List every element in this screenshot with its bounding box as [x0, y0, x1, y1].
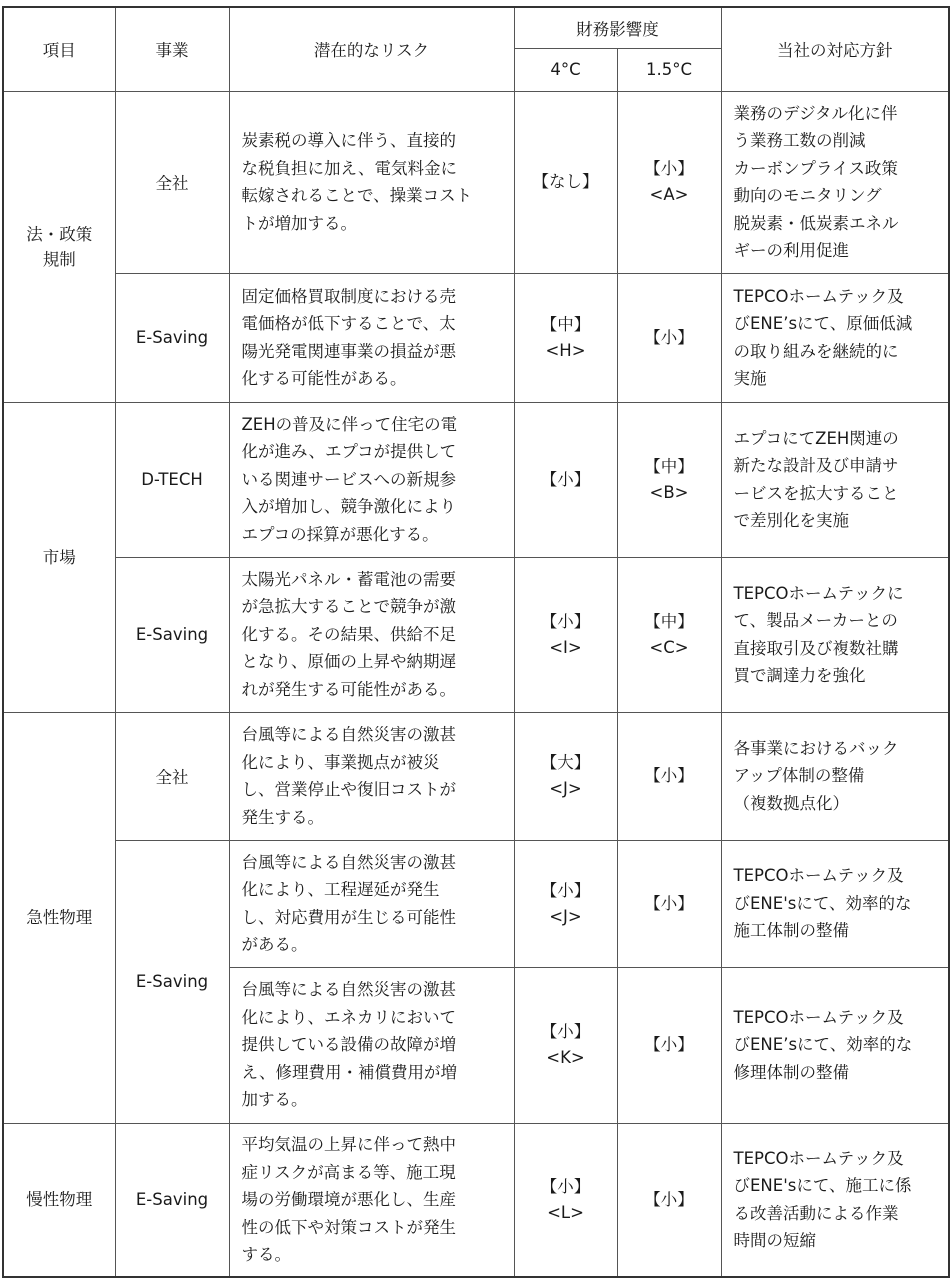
impact-4c-cell: 【大】 <J> [514, 712, 617, 840]
table-row [3, 712, 949, 840]
risk-cell: 台風等による自然災害の激甚 化により、事業拠点が被災 し、営業停止や復旧コストが 発生する。 [229, 712, 514, 840]
policy-cell: エプコにてZEH関連の 新たな設計及び申請サ ービスを拡大すること で差別化を実施 [721, 402, 949, 557]
category-cell: 急性物理 [3, 712, 115, 1123]
risk-cell: ZEHの普及に伴って住宅の電 化が進み、エプコが提供して いる関連サービスへの新規参 入が増加し、競争激化により エプコの採算が悪化する。 [229, 402, 514, 557]
header-impact-1-5c: 1.5°C [617, 48, 721, 91]
policy-cell: TEPCOホームテックに て、製品メーカーとの 直接取引及び複数社購 買で調達力を強化 [721, 557, 949, 712]
impact-1-5c-cell: 【小】 [617, 967, 721, 1123]
table-row [3, 91, 949, 273]
risk-cell: 太陽光パネル・蓄電池の需要 が急拡大することで競争が激 化する。その結果、供給不足 となり、原価の上昇や納期遅 れが発生する可能性がある。 [229, 557, 514, 712]
business-cell: 全社 [115, 712, 229, 840]
category-cell: 慢性物理 [3, 1123, 115, 1277]
impact-1-5c-cell: 【小】 [617, 273, 721, 402]
impact-1-5c-cell: 【中】 <B> [617, 402, 721, 557]
business-cell: 全社 [115, 91, 229, 273]
risk-cell: 台風等による自然災害の激甚 化により、エネカリにおいて 提供している設備の故障が増 え、修理費用・補償費用が増 加する。 [229, 967, 514, 1123]
policy-cell: TEPCOホームテック及 びENE'sにて、施工に係 る改善活動による作業 時間の短縮 [721, 1123, 949, 1277]
risk-cell: 台風等による自然災害の激甚 化により、工程遅延が発生 し、対応費用が生じる可能性 がある。 [229, 840, 514, 967]
policy-cell: TEPCOホームテック及 びENE’sにて、効率的な 修理体制の整備 [721, 967, 949, 1123]
business-cell: E-Saving [115, 840, 229, 1123]
category-cell: 法・政策 規制 [3, 91, 115, 402]
policy-cell: 業務のデジタル化に伴 う業務工数の削減 カーボンプライス政策 動向のモニタリング 脱炭素・低炭素エネル ギーの利用促進 [721, 91, 949, 273]
header-risk: 潜在的なリスク [229, 7, 514, 91]
business-cell: E-Saving [115, 557, 229, 712]
business-cell: E-Saving [115, 273, 229, 402]
category-cell: 市場 [3, 402, 115, 712]
policy-cell: TEPCOホームテック及 びENE’sにて、原価低減 の取り組みを継続的に 実施 [721, 273, 949, 402]
header-impact-4c: 4°C [514, 48, 617, 91]
impact-4c-cell: 【小】 <L> [514, 1123, 617, 1277]
impact-1-5c-cell: 【小】 [617, 840, 721, 967]
header-policy: 当社の対応方針 [721, 7, 949, 91]
policy-cell: TEPCOホームテック及 びENE'sにて、効率的な 施工体制の整備 [721, 840, 949, 967]
impact-4c-cell: 【小】 [514, 402, 617, 557]
impact-1-5c-cell: 【小】 [617, 1123, 721, 1277]
table-row [3, 557, 949, 712]
business-cell: D-TECH [115, 402, 229, 557]
table-row [3, 840, 949, 967]
impact-1-5c-cell: 【小】 [617, 712, 721, 840]
impact-1-5c-cell: 【中】 <C> [617, 557, 721, 712]
header-item: 項目 [3, 7, 115, 91]
policy-cell: 各事業におけるバック アップ体制の整備 （複数拠点化） [721, 712, 949, 840]
table-row [3, 273, 949, 402]
header-financial-impact: 財務影響度 [514, 7, 721, 48]
impact-1-5c-cell: 【小】 <A> [617, 91, 721, 273]
impact-4c-cell: 【小】 <J> [514, 840, 617, 967]
climate-risk-table [2, 6, 950, 1278]
business-cell: E-Saving [115, 1123, 229, 1277]
table-row [3, 402, 949, 557]
risk-cell: 固定価格買取制度における売 電価格が低下することで、太 陽光発電関連事業の損益が悪 化する可能性がある。 [229, 273, 514, 402]
risk-cell: 平均気温の上昇に伴って熱中 症リスクが高まる等、施工現 場の労働環境が悪化し、生産 性の低下や対策コストが発生 する。 [229, 1123, 514, 1277]
header-business: 事業 [115, 7, 229, 91]
risk-cell: 炭素税の導入に伴う、直接的 な税負担に加え、電気料金に 転嫁されることで、操業コスト トが増加する。 [229, 91, 514, 273]
impact-4c-cell: 【中】 <H> [514, 273, 617, 402]
impact-4c-cell: 【なし】 [514, 91, 617, 273]
table-row [3, 1123, 949, 1277]
impact-4c-cell: 【小】 <I> [514, 557, 617, 712]
impact-4c-cell: 【小】 <K> [514, 967, 617, 1123]
